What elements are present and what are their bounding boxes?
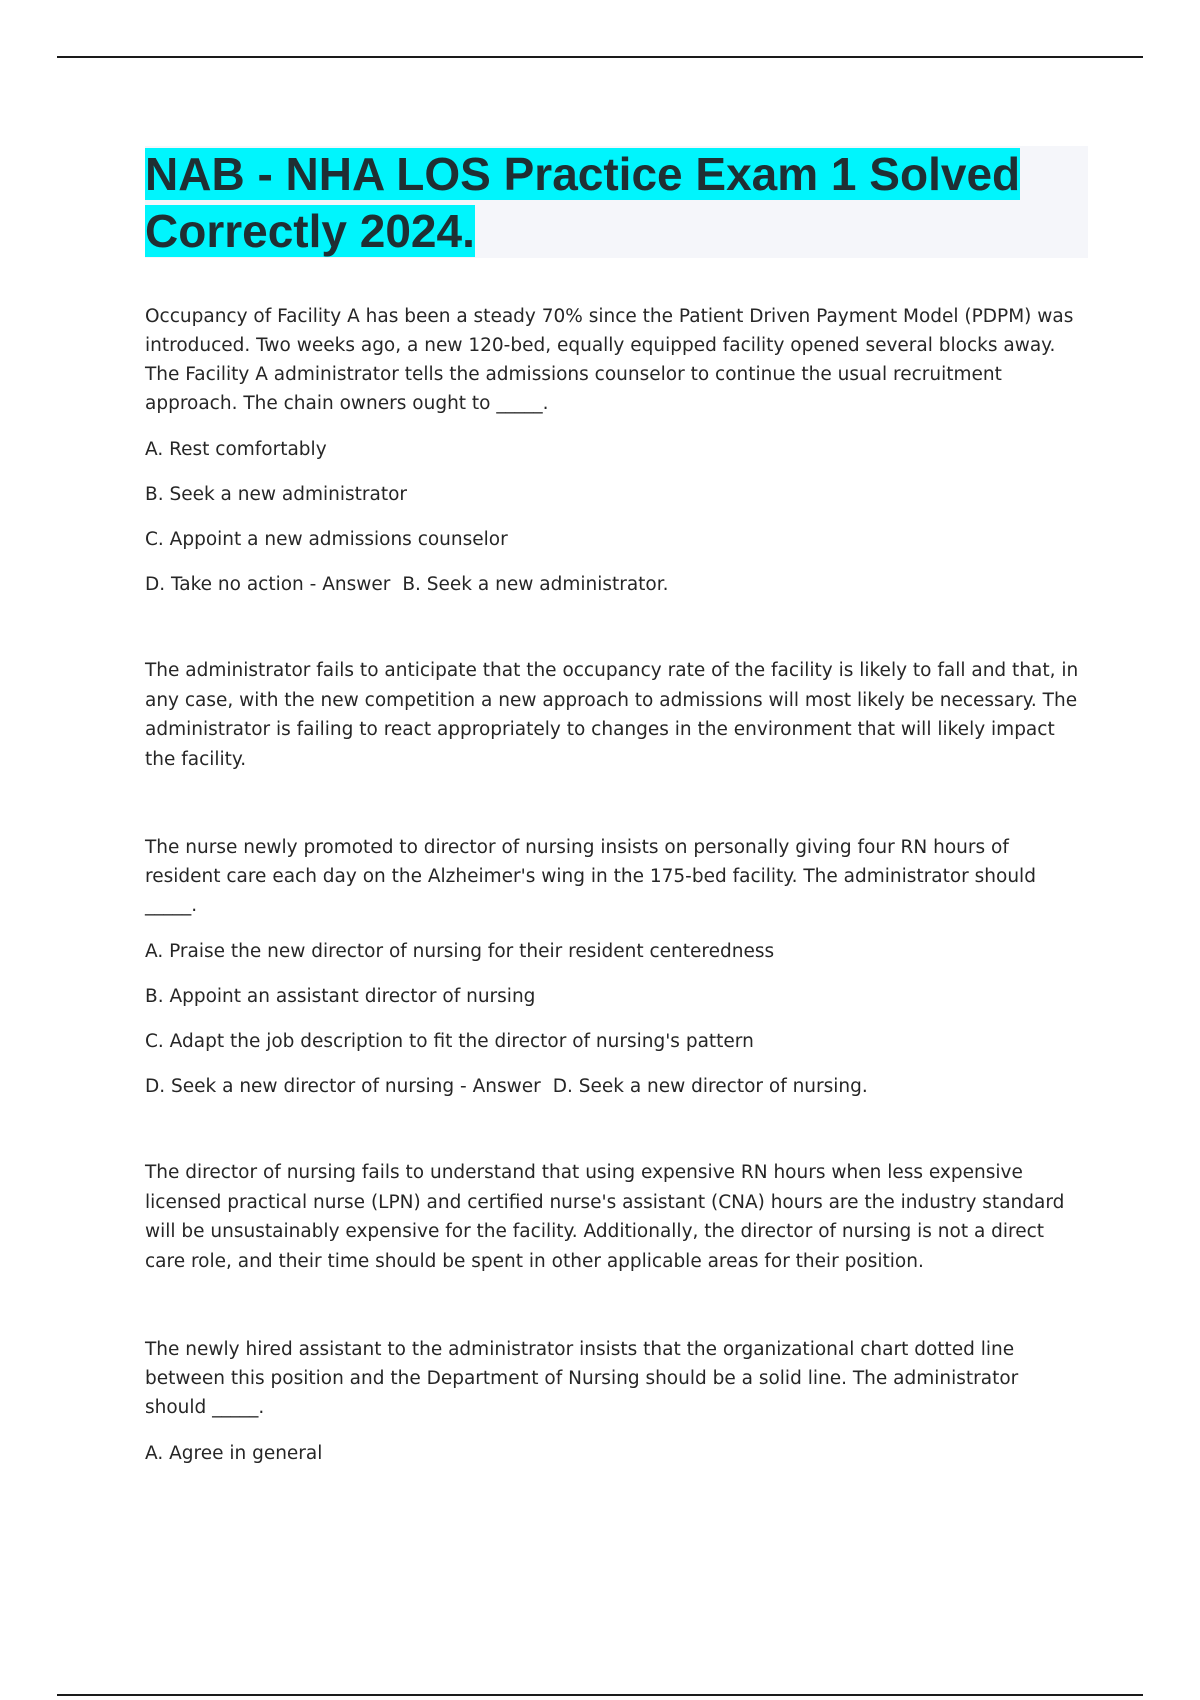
explanation-2 (145, 1158, 1080, 1276)
option-b: B. Appoint an assistant director of nursing (145, 986, 536, 1007)
option-d-label: D. Seek a new director of nursing - Answer (145, 1076, 541, 1097)
explanation-text: The administrator fails to anticipate that the occupancy rate of the facility is likely to fall and that, in any case, with the new competition a new approach to admissions will most likely be necessary. The administrator is failing to react appropriately to changes in the environment that will likely impact the facility. (145, 660, 1079, 770)
explanation-1 (145, 656, 1080, 774)
option-c: C. Adapt the job description to fit the director of nursing's pattern (145, 1031, 754, 1052)
bottom-rule (57, 1694, 1143, 1696)
options-list (145, 439, 1080, 596)
question-stem: Occupancy of Facility A has been a steady 70% since the Patient Driven Payment Model (PDPM) was introduced. Two weeks ago, a new 120-bed, equally equipped facility opened several blocks away. The Facility A administrator tells the admissions counselor to continue the usual recruitment approach. The chain owners ought to _____. (145, 306, 1074, 414)
question-stem: The nurse newly promoted to director of nursing insists on personally giving four RN hours of resident care each day on the Alzheimer's wing in the 175-bed facility. The administrator should _____. (145, 837, 1036, 916)
page-title: NAB - NHA LOS Practice Exam 1 Solved Correctly 2024. (145, 148, 1021, 257)
option-a: A. Praise the new director of nursing for their resident centeredness (145, 941, 775, 962)
question-3 (145, 1335, 1080, 1465)
explanation-text: The director of nursing fails to understand that using expensive RN hours when less expensive licensed practical nurse (LPN) and certified nurse's assistant (CNA) hours are the industry standard will be unsustainably expensive for the facility. Additionally, the director of nursing is not a direct care role, and their time should be spent in other applicable areas for their position. (145, 1162, 1065, 1272)
question-1 (145, 302, 1080, 596)
question-2 (145, 833, 1080, 1098)
options-list (145, 941, 1080, 1098)
option-d-label: D. Take no action - Answer (145, 574, 391, 595)
option-d (145, 1076, 1080, 1098)
option-b: B. Seek a new administrator (145, 484, 408, 505)
answer-text: D. Seek a new director of nursing. (552, 1076, 868, 1097)
option-a: A. Rest comfortably (145, 439, 327, 460)
top-rule (57, 56, 1143, 58)
title-block (145, 146, 1088, 258)
option-a: A. Agree in general (145, 1443, 323, 1464)
document-body (145, 302, 1080, 1465)
answer-text: B. Seek a new administrator. (402, 574, 669, 595)
question-stem: The newly hired assistant to the administrator insists that the organizational chart dotted line between this position and the Department of Nursing should be a solid line. The administrator should _____. (145, 1339, 1019, 1418)
options-list (145, 1443, 1080, 1465)
option-c: C. Appoint a new admissions counselor (145, 529, 508, 550)
option-d (145, 574, 1080, 596)
